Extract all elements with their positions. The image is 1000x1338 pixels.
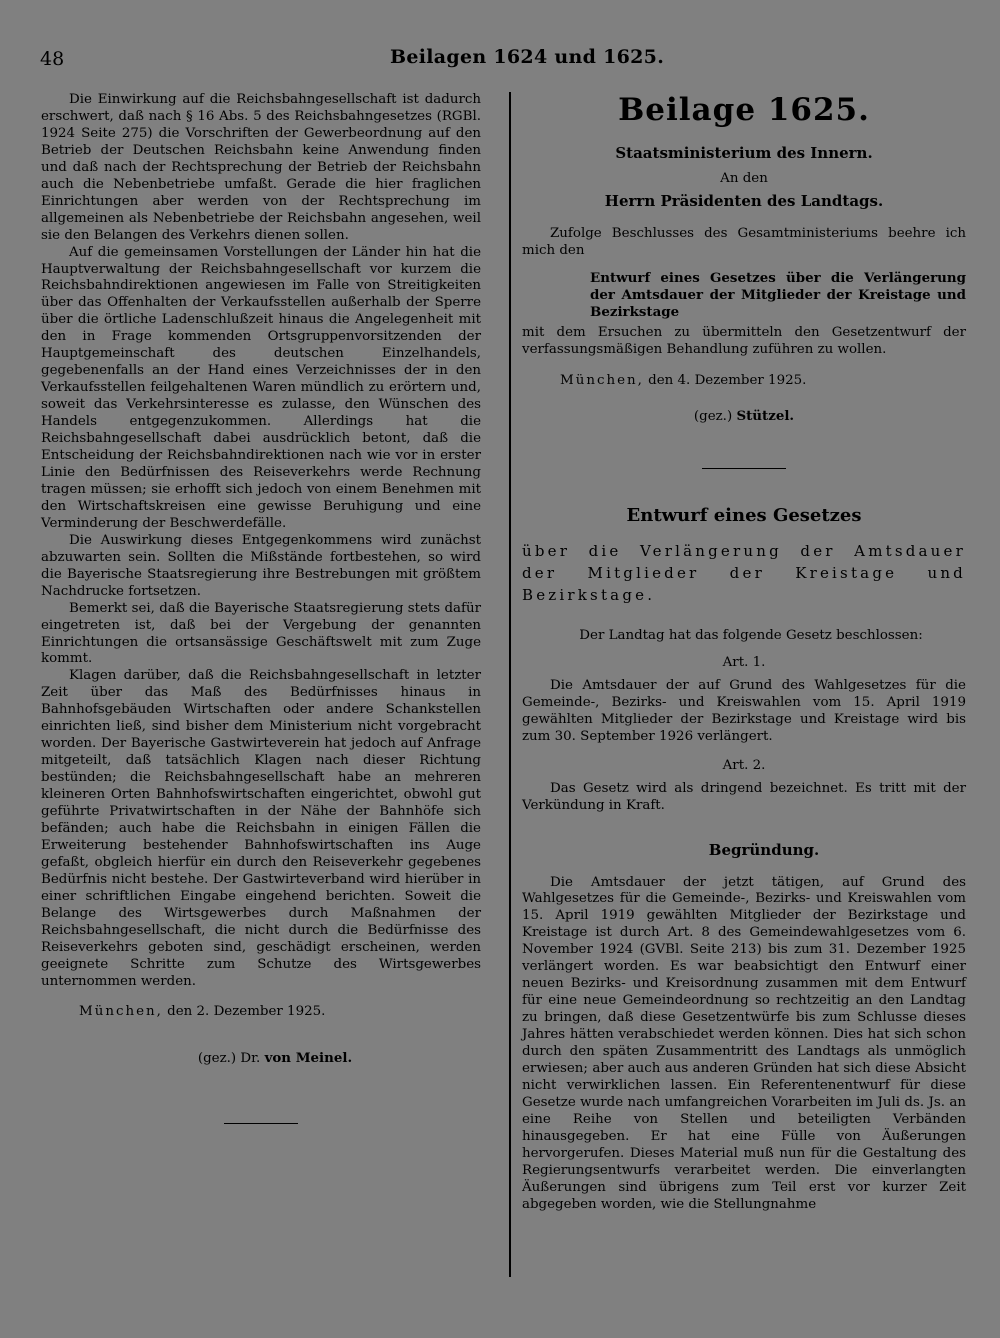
article-2-text: Das Gesetz wird als dringend bezeichnet. Es tritt mit der Verkündung in Kraft. (522, 780, 966, 813)
addressee: Herrn Präsidenten des Landtags. (604, 192, 884, 210)
reasoning-text: Die Amtsdauer der jetzt tätigen, auf Grund des Wahlgesetzes für die Gemeinde-, Bezirks- und Kreiswahlen vom 15. April 1919 gewählten Mitglieder der Bezirkstage und Kreistage ist durch Art. 8 des Gemeindewahlgesetzes vom 6. November 1924 (GVBl. Seite 213) bis zum 31. Dezember 1925 verlängert worden. Es war beabsichtigt den Entwurf einer neuen Bezirks- und Kreisordnung zusammen mit dem Entwurf für eine neue Gemeindeordnung so rechtzeitig an den Landtag zu bringen, daß diese Gesetzentwürfe bis zum Schlusse dieses Jahres hätten verabschiedet werden können. Dies hat sich schon durch den späten Zusammentritt des Landtags als unmöglich erwiesen; aber auch aus anderen Gründen hat sich diese Absicht nicht verwirklichen lassen. Ein Referentenentwurf für diese Gesetze wurde nach umfangreichen Vorarbeiten im Juli ds. Js. an eine Reihe von Stellen und beteiligten Verbänden hinausgegeben. Er hat eine Fülle von Äußerungen hervorgerufen. Dieses Material muß nun für die Gestaltung des Regierungsentwurfs verarbeitet werden. Die einverlangten Äußerungen sind übrigens zum Teil erst vor kurzer Zeit abgegeben worden, wie die Stellungnahme (522, 874, 966, 1212)
right-date-text: den 4. Dezember 1925. (648, 372, 807, 388)
left-paragraph-3: Die Auswirkung dieses Entgegenkommens wird zunächst abzuwarten sein. Sollten die Mißstände fortbestehen, so wird die Bayerische Staatsregierung ihre Bestrebungen mit größtem Nachdrucke fortsetzen. (41, 532, 481, 599)
right-separator-rule (702, 468, 786, 469)
left-signature-name: von Meinel. (264, 1049, 353, 1066)
article-2-label: Art. 2. (722, 757, 766, 773)
left-closing-rule (224, 1123, 298, 1124)
addressee-prefix: An den (720, 171, 768, 186)
left-paragraph-5: Klagen darüber, daß die Reichsbahngesellschaft in letzter Zeit über das Maß des Bedürfnisses hinaus in Bahnhofsgebäuden Wirtschaften oder andere Schankstellen einrichten ließ, sind bisher dem Ministerium nicht vorgebracht worden. Der Bayerische Gastwirteverein hat jedoch auf Anfrage mitgeteilt, daß tatsächlich Klagen nach dieser Richtung bestünden; die Reichsbahngesellschaft habe an mehreren kleineren Orten Bahnhofswirtschaften eingerichtet, obwohl gut geführte Privatwirtschaften in der Nähe der Bahnhöfe sich befänden; auch habe die Reichsbahn in einigen Fällen die Erweiterung bestehender Bahnhofswirtschaften ins Auge gefaßt, obgleich hierfür ein durch den Reiseverkehr gegebenes Bedürfnis nicht bestehe. Der Gastwirteverband wird hierüber in einer schriftlichen Eingabe eingehend berichten. Soweit die Belange des Wirtsgewerbes durch Maßnahmen der Reichsbahngesellschaft, die nicht durch die Bedürfnisse des Reiseverkehrs geboten sind, geschädigt erscheinen, werden geeignete Schritte zum Schutze des Wirtsgewerbes unternommen werden. (41, 668, 481, 989)
left-paragraph-2: Auf die gemeinsamen Vorstellungen der Länder hin hat die Hauptverwaltung der Reichsbahngesellschaft vor kurzem die Reichsbahndirektionen angewiesen im Falle von Streitigkeiten über das Offenhalten der Verkaufsstellen außerhalb der Sperre über die örtliche Ladenschlußzeit hinaus die Angelegenheit mit den in Frage kommenden Ortsgruppenvorsitzenden der Hauptgemeinschaft des deutschen Einzelhandels, gegebenenfalls an der Hand eines Verzeichnisses der in den Verkaufsstellen feilgehaltenen Waren mündlich zu erörtern und, soweit das Verkehrsinteresse es zulasse, den Wünschen des Handels entgegenzukommen. Allerdings hat die Reichsbahngesellschaft dabei ausdrücklich betont, daß die Entscheidung der Reichsbahndirektionen nach wie vor in erster Linie den Bedürfnissen des Reiseverkehrs werde Rechnung tragen müssen; sie erhofft sich jedoch von einem Benehmen mit den Wirtschaftskreisen eine gewisse Beruhigung und eine Verminderung der Beschwerdefälle. (41, 244, 481, 531)
column-divider (509, 92, 511, 1277)
page-number: 48 (40, 48, 65, 70)
article-1-label: Art. 1. (722, 654, 766, 670)
draft-subtitle: über die Verlängerung der Amtsdauer der Mitglieder der Kreistage und Bezirkstage. (522, 541, 966, 604)
right-date-city: München, (560, 372, 644, 388)
left-column (41, 92, 481, 1124)
right-column (522, 92, 966, 1214)
left-date-line (79, 1003, 481, 1020)
reasoning-heading: Begründung. (708, 840, 820, 859)
left-signature-prefix: (gez.) Dr. (197, 1050, 261, 1066)
left-signature (41, 1050, 481, 1066)
right-signature-prefix: (gez.) (693, 408, 733, 424)
left-date-text: den 2. Dezember 1925. (167, 1003, 326, 1019)
cover-letter-intro: Zufolge Beschlusses des Gesamtministeriums beehre ich mich den (522, 226, 966, 258)
cover-letter-request: mit dem Ersuchen zu übermitteln den Gesetzentwurf der verfassungsmäßigen Behandlung zuführen zu wollen. (522, 324, 966, 357)
enactment-clause: Der Landtag hat das folgende Gesetz beschlossen: (579, 627, 923, 643)
right-signature (522, 408, 966, 424)
ministry-heading: Staatsministerium des Innern. (615, 144, 873, 162)
running-head: Beilagen 1624 und 1625. (390, 46, 665, 68)
right-date-line (560, 373, 966, 388)
draft-heading: Entwurf eines Gesetzes (626, 504, 862, 526)
left-paragraph-4: Bemerkt sei, daß die Bayerische Staatsregierung stets dafür eingetreten ist, daß bei der Vergebung der genannten Einrichtungen die ortsansässige Geschäftswelt mit zum Zuge kommt. (41, 600, 481, 667)
left-paragraph-1: Die Einwirkung auf die Reichsbahngesellschaft ist dadurch erschwert, daß nach § 16 Abs. 5 des Reichsbahngesetzes (RGBl. 1924 Seite 275) die Vorschriften der Gewerbeordnung auf den Betrieb der Deutschen Reichsbahn keine Anwendung finden und daß nach der Rechtsprechung der Betrieb der Reichsbahn auch die Nebenbetriebe umfaßt. Gerade die hier fraglichen Einrichtungen aber werden von der Rechtsprechung im allgemeinen als Nebenbetriebe der Reichsbahn angesehen, weil sie den Belangen des Verkehrs dienen sollen. (41, 92, 481, 243)
right-signature-name: Stützel. (736, 407, 795, 424)
left-date-city: München, (79, 1003, 163, 1019)
bill-title: Entwurf eines Gesetzes über die Verlängerung der Amtsdauer der Mitglieder der Kreistage und Bezirkstage (590, 269, 966, 320)
supplement-title: Beilage 1625. (618, 92, 870, 128)
article-1-text: Die Amtsdauer der auf Grund des Wahlgesetzes für die Gemeinde-, Bezirks- und Kreiswahlen vom 15. April 1919 gewählten Mitglieder der Bezirkstage und Kreistage wird bis zum 30. September 1926 verlängert. (522, 677, 966, 744)
